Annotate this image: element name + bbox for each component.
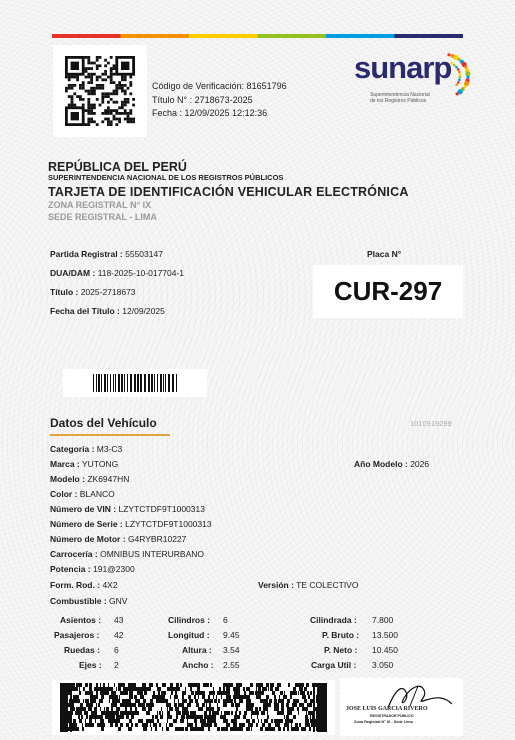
field-combustible xyxy=(50,596,127,606)
signer-role: REGISTRADOR PÚBLICO xyxy=(370,714,414,718)
label: Combustible : xyxy=(50,596,107,606)
verification-block xyxy=(152,80,287,121)
field-anio xyxy=(354,459,429,469)
field-color xyxy=(50,489,115,499)
card-title: TARJETA DE IDENTIFICACIÓN VEHICULAR ELECTRÓNICA xyxy=(48,185,409,199)
field-motor xyxy=(50,534,186,544)
label: Marca : xyxy=(50,459,80,469)
field-categoria xyxy=(50,444,122,454)
value-carga: 3.050 xyxy=(372,660,394,670)
field-marca xyxy=(50,459,118,469)
partida-row xyxy=(50,249,163,259)
label: Modelo : xyxy=(50,474,85,484)
value-cilindros: 6 xyxy=(223,615,228,625)
value: BLANCO xyxy=(79,489,115,499)
label: Form. Rod. : xyxy=(50,580,101,590)
plate-label: Placa N° xyxy=(367,249,402,259)
barcode-small xyxy=(63,369,207,397)
zone-heading: ZONA REGISTRAL N° IX xyxy=(48,200,152,210)
label: Asientos : xyxy=(60,615,102,625)
label: Ejes : xyxy=(79,660,102,670)
title-number: Título N° : 2718673-2025 xyxy=(152,94,253,105)
barcode-pdf417 xyxy=(52,680,335,735)
signer-name: JOSE LUIS GARCIA RIVERO xyxy=(346,706,428,712)
superintendencia-heading: SUPERINTENDENCIA NACIONAL DE LOS REGISTROS PÚBLICOS xyxy=(48,173,284,182)
label: Cilindrada : xyxy=(310,615,357,625)
titulo-row xyxy=(50,287,136,297)
dua-value: 118-2025-10-017704-1 xyxy=(97,268,185,278)
value: GNV xyxy=(109,596,128,606)
field-ruedas xyxy=(64,645,100,655)
value: ZK6947HN xyxy=(87,474,130,484)
dua-label: DUA/DAM : xyxy=(50,268,96,278)
signature-scribble-icon xyxy=(340,678,463,718)
value: YUTONG xyxy=(81,459,119,469)
logo-sub-line2: de los Registros Públicos xyxy=(370,98,427,104)
value: LZYTCTDF9T1000313 xyxy=(118,504,205,514)
value-ejes: 2 xyxy=(114,660,119,670)
plate-number: CUR-297 xyxy=(333,276,443,306)
label: Versión : xyxy=(258,580,294,590)
label: Carga Util : xyxy=(311,660,357,670)
serial-number: 1010919299 xyxy=(410,419,452,428)
field-cilindros xyxy=(168,615,210,625)
label: Color : xyxy=(50,489,78,499)
label: Número de Serie : xyxy=(50,519,123,529)
label: Longitud : xyxy=(168,630,210,640)
sunarp-logo xyxy=(350,50,480,120)
titulo-value: 2025-2718673 xyxy=(80,287,136,297)
label: Ancho : xyxy=(182,660,214,670)
label: Altura : xyxy=(182,645,212,655)
label: Número de VIN : xyxy=(50,504,117,514)
label: P. Neto : xyxy=(324,645,358,655)
value-longitud: 9.45 xyxy=(223,630,240,640)
label: Pasajeros : xyxy=(54,630,100,640)
value: LZYTCTDF9T1000313 xyxy=(125,519,212,529)
field-serie xyxy=(50,519,212,529)
fecha-row xyxy=(50,306,165,316)
section-underline xyxy=(50,434,170,436)
value-altura: 3.54 xyxy=(223,645,240,655)
field-potencia xyxy=(50,564,135,574)
value: 2026 xyxy=(410,459,430,469)
vehicle-section-title: Datos del Vehículo xyxy=(50,416,157,430)
signer-office: Zona Registral N° IX - Sede Lima xyxy=(354,720,413,724)
qr-code xyxy=(53,45,147,137)
label: Carrocería : xyxy=(50,549,98,559)
field-formrod xyxy=(50,580,118,590)
label: Año Modelo : xyxy=(354,459,408,469)
value: 4X2 xyxy=(102,580,118,590)
value: M3-C3 xyxy=(96,444,123,454)
field-ancho xyxy=(182,660,214,670)
label: Ruedas : xyxy=(64,645,100,655)
field-altura xyxy=(182,645,212,655)
partida-label: Partida Registral : xyxy=(50,249,123,259)
field-pbruto xyxy=(322,630,359,640)
label: Categoría : xyxy=(50,444,95,454)
plate-box xyxy=(313,265,463,318)
label: P. Bruto : xyxy=(322,630,360,640)
value-cilindrada: 7.800 xyxy=(372,615,394,625)
republic-heading: REPÚBLICA DEL PERÚ xyxy=(48,160,187,174)
titulo-label: Título : xyxy=(50,287,79,297)
logo-word: sunarp xyxy=(354,50,452,85)
color-stripe xyxy=(52,34,463,38)
value-ruedas: 6 xyxy=(114,645,119,655)
fecha-value: 12/09/2025 xyxy=(122,306,165,316)
field-cilindrada xyxy=(310,615,357,625)
value-ancho: 2.55 xyxy=(223,660,240,670)
field-pasajeros xyxy=(54,630,99,640)
signature-block xyxy=(340,678,463,736)
verification-code: Código de Verificación: 81651796 xyxy=(152,81,287,91)
value: TE COLECTIVO xyxy=(296,580,359,590)
label: Cilindros : xyxy=(168,615,211,625)
logo-subtitle xyxy=(370,92,440,104)
field-vin xyxy=(50,504,205,514)
dua-row xyxy=(50,268,184,278)
value-pneto: 10.450 xyxy=(372,645,398,655)
partida-value: 55503147 xyxy=(125,249,163,259)
seat-heading: SEDE REGISTRAL - LIMA xyxy=(48,212,157,222)
field-longitud xyxy=(168,630,210,640)
field-modelo xyxy=(50,474,129,484)
logo-sub-line1: Superintendencia Nacional xyxy=(370,92,430,98)
value: G4RYBR10227 xyxy=(127,534,187,544)
value: 191@2300 xyxy=(93,564,135,574)
label: Potencia : xyxy=(50,564,91,574)
field-asientos xyxy=(60,615,101,625)
value: OMNIBUS INTERURBANO xyxy=(100,549,204,559)
field-carroceria xyxy=(50,549,204,559)
value-pbruto: 13.500 xyxy=(372,630,398,640)
field-carga xyxy=(311,660,356,670)
fecha-label: Fecha del Título : xyxy=(50,306,120,316)
issue-date: Fecha : 12/09/2025 12:12:36 xyxy=(152,108,268,118)
field-pneto xyxy=(324,645,357,655)
field-version xyxy=(258,580,358,590)
value-pasajeros: 42 xyxy=(114,630,124,640)
label: Número de Motor : xyxy=(50,534,126,544)
field-ejes xyxy=(79,660,102,670)
value-asientos: 43 xyxy=(114,615,124,625)
